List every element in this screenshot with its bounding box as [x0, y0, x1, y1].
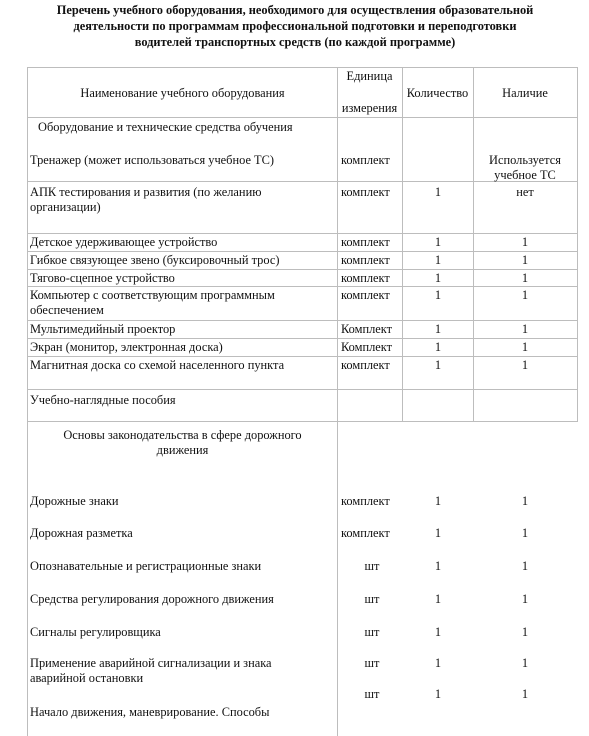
row-name: [30, 288, 336, 318]
header-qty: Количество: [406, 86, 469, 100]
row-have: 1: [521, 494, 529, 508]
table-column-divider: [337, 67, 338, 736]
row-have: 1: [521, 687, 529, 701]
section-title-road-law: [28, 428, 337, 458]
table-row-divider: [27, 117, 578, 118]
row-qty: 1: [434, 340, 442, 354]
section-title-visual-aids: Учебно-наглядные пособия: [30, 393, 176, 407]
row-qty: 1: [434, 625, 442, 639]
row-unit: шт: [364, 656, 380, 670]
row-unit: комплект: [341, 358, 390, 372]
row-have: 1: [521, 592, 529, 606]
table-border-top: [27, 67, 578, 68]
row-qty: 1: [434, 185, 442, 199]
row-unit: шт: [364, 625, 380, 639]
row-unit: комплект: [341, 288, 390, 302]
header-have: Наличие: [502, 86, 548, 100]
row-have: 1: [521, 253, 529, 267]
row-qty: 1: [434, 288, 442, 302]
row-qty: 1: [434, 592, 442, 606]
row-have: 1: [521, 526, 529, 540]
row-qty: 1: [434, 687, 442, 701]
row-have: [475, 153, 575, 183]
title-line-1: Перечень учебного оборудования, необходимого для осуществления образовательной: [56, 3, 534, 17]
title-line-2: деятельности по программам профессиональной подготовки и переподготовки: [73, 19, 517, 33]
row-have: 1: [521, 322, 529, 336]
section-title-equipment: Оборудование и технические средства обучения: [38, 120, 293, 134]
section-title-line-2: движения: [156, 443, 209, 457]
row-unit: комплект: [341, 253, 390, 267]
table-border-right: [577, 67, 578, 421]
row-name: Сигналы регулировщика: [30, 625, 161, 639]
row-qty: 1: [434, 271, 442, 285]
row-qty: 1: [434, 656, 442, 670]
row-qty: 1: [434, 559, 442, 573]
table-border-left: [27, 67, 28, 736]
row-name: Опознавательные и регистрационные знаки: [30, 559, 262, 573]
row-unit: Комплект: [341, 340, 393, 354]
title-line-3: водителей транспортных средств (по каждой программе): [134, 35, 456, 49]
row-qty: 1: [434, 358, 442, 372]
table-row-divider: [27, 251, 578, 252]
table-row-divider: [27, 320, 578, 321]
row-have: 1: [521, 358, 529, 372]
row-unit: комплект: [341, 271, 390, 285]
row-have: нет: [516, 185, 534, 199]
row-name: Начало движения, маневрирование. Способы: [30, 705, 270, 719]
row-name: Дорожные знаки: [30, 494, 119, 508]
row-qty: 1: [434, 494, 442, 508]
row-have: 1: [521, 340, 529, 354]
row-name: [30, 656, 336, 686]
row-unit: шт: [364, 687, 380, 701]
table-row-divider: [27, 269, 578, 270]
row-name: Магнитная доска со схемой населенного пункта: [30, 358, 285, 372]
row-name-line-1: Компьютер с соответствующим программным: [30, 288, 275, 302]
header-unit-line-1: Единица: [346, 69, 393, 83]
row-unit: комплект: [341, 494, 390, 508]
row-have: 1: [521, 625, 529, 639]
row-name-line-1: АПК тестирования и развития (по желанию: [30, 185, 262, 199]
row-name: Тягово-сцепное устройство: [30, 271, 175, 285]
row-name: Гибкое связующее звено (буксировочный трос): [30, 253, 280, 267]
row-name-line-2: обеспечением: [30, 303, 104, 317]
row-unit: комплект: [341, 526, 390, 540]
row-qty: 1: [434, 253, 442, 267]
row-have-line-2: учебное ТС: [494, 168, 556, 182]
table-row-divider: [27, 286, 578, 287]
row-name: Тренажер (может использоваться учебное ТС): [30, 153, 275, 167]
row-unit: шт: [364, 559, 380, 573]
header-name: Наименование учебного оборудования: [80, 86, 285, 100]
row-name-line-2: аварийной остановки: [30, 671, 144, 685]
row-have-line-1: Используется: [489, 153, 561, 167]
row-name: Дорожная разметка: [30, 526, 133, 540]
row-name: Мультимедийный проектор: [30, 322, 176, 336]
row-unit: Комплект: [341, 322, 393, 336]
row-name-line-2: организации): [30, 200, 101, 214]
table-row-divider: [27, 233, 578, 234]
row-name: Средства регулирования дорожного движения: [30, 592, 274, 606]
row-name: Экран (монитор, электронная доска): [30, 340, 223, 354]
table-row-divider: [27, 356, 578, 357]
row-unit: комплект: [341, 235, 390, 249]
row-unit: комплект: [341, 153, 390, 167]
header-unit-line-2: измерения: [341, 101, 398, 115]
row-have: 1: [521, 235, 529, 249]
header-unit: [337, 69, 402, 84]
row-qty: 1: [434, 235, 442, 249]
row-have: 1: [521, 288, 529, 302]
row-name: Детское удерживающее устройство: [30, 235, 218, 249]
row-qty: 1: [434, 526, 442, 540]
row-have: 1: [521, 559, 529, 573]
section-title-line-1: Основы законодательства в сфере дорожного: [63, 428, 302, 442]
row-have: 1: [521, 271, 529, 285]
row-have: 1: [521, 656, 529, 670]
row-unit: комплект: [341, 185, 390, 199]
row-qty: 1: [434, 322, 442, 336]
row-name: [30, 185, 336, 215]
table-row-divider: [27, 421, 578, 422]
row-unit: шт: [364, 592, 380, 606]
row-name-line-1: Применение аварийной сигнализации и знака: [30, 656, 272, 670]
table-row-divider: [27, 338, 578, 339]
table-row-divider: [27, 389, 578, 390]
table-column-divider: [473, 67, 474, 421]
